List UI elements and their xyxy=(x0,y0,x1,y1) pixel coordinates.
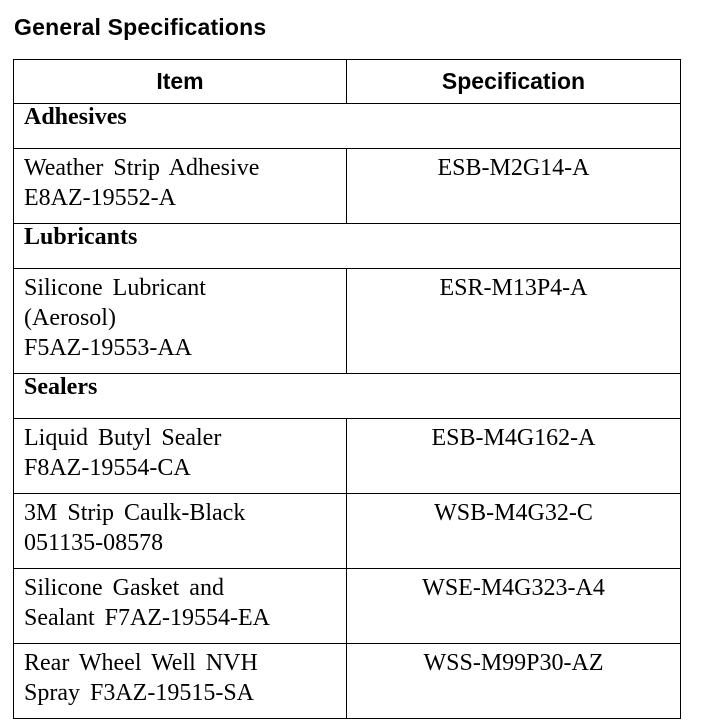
specification-cell: WSS-M99P30-AZ xyxy=(347,644,681,719)
specification-cell: ESB-M2G14-A xyxy=(347,149,681,224)
table-row xyxy=(14,269,681,374)
item-cell xyxy=(14,419,347,494)
item-cell xyxy=(14,644,347,719)
specifications-table xyxy=(13,59,681,719)
section-title: Lubricants xyxy=(14,224,681,269)
item-name-and-part-number: Spray F3AZ-19515-SA xyxy=(24,680,254,706)
item-cell xyxy=(14,569,347,644)
column-header-item: Item xyxy=(14,60,347,104)
item-part-number: F8AZ-19554-CA xyxy=(24,455,191,481)
section-title: Sealers xyxy=(14,374,681,419)
table-row xyxy=(14,494,681,569)
section-title: Adhesives xyxy=(14,104,681,149)
item-part-number: F5AZ-19553-AA xyxy=(24,335,192,361)
item-part-number: E8AZ-19552-A xyxy=(24,185,176,211)
specification-cell: ESR-M13P4-A xyxy=(347,269,681,374)
item-name-detail: (Aerosol) xyxy=(24,305,116,331)
table-row xyxy=(14,419,681,494)
section-row-sealers xyxy=(14,374,681,419)
item-name: Weather Strip Adhesive xyxy=(24,155,260,181)
item-name-and-part-number: Sealant F7AZ-19554-EA xyxy=(24,605,270,631)
specification-cell: WSB-M4G32-C xyxy=(347,494,681,569)
item-cell xyxy=(14,149,347,224)
item-part-number: 051135-08578 xyxy=(24,530,164,556)
item-name: 3M Strip Caulk-Black xyxy=(24,500,246,526)
item-name: Rear Wheel Well NVH xyxy=(24,650,258,676)
section-row-adhesives xyxy=(14,104,681,149)
specification-cell: ESB-M4G162-A xyxy=(347,419,681,494)
table-row xyxy=(14,644,681,719)
item-cell xyxy=(14,494,347,569)
table-row xyxy=(14,569,681,644)
specification-cell: WSE-M4G323-A4 xyxy=(347,569,681,644)
item-name: Liquid Butyl Sealer xyxy=(24,425,222,451)
item-cell xyxy=(14,269,347,374)
page-title: General Specifications xyxy=(14,14,267,40)
column-header-specification: Specification xyxy=(347,60,681,104)
item-name: Silicone Lubricant xyxy=(24,275,206,301)
item-name: Silicone Gasket and xyxy=(24,575,224,601)
table-row xyxy=(14,149,681,224)
section-row-lubricants xyxy=(14,224,681,269)
table-header-row xyxy=(14,60,681,104)
